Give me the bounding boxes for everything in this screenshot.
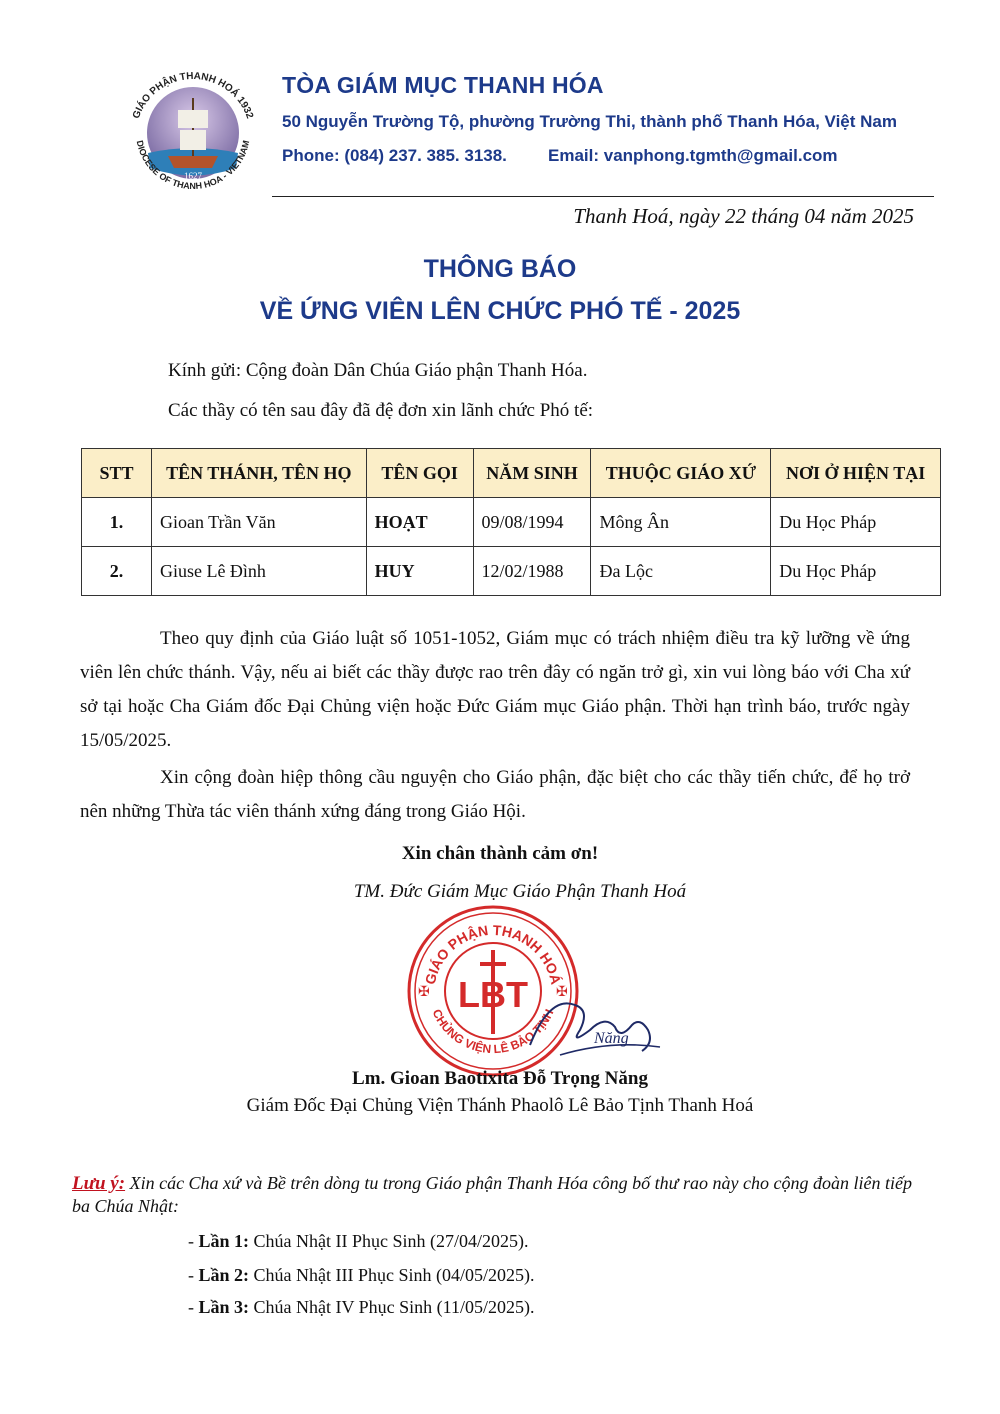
col-header-name: TÊN THÁNH, TÊN HỌ: [151, 449, 366, 498]
page-subtitle: VỀ ỨNG VIÊN LÊN CHỨC PHÓ TẾ - 2025: [259, 297, 741, 325]
diocese-logo: [118, 58, 268, 208]
cell-residence: Du Học Pháp: [771, 547, 941, 596]
list-item: - Lần 2: Chúa Nhật III Phục Sinh (04/05/2025).: [188, 1265, 535, 1285]
list-item-text: Chúa Nhật IV Phục Sinh (11/05/2025).: [253, 1297, 535, 1317]
signer-title: Giám Đốc Đại Chủng Viện Thánh Phaolô Lê Bảo Tịnh Thanh Hoá: [246, 1095, 754, 1116]
cell-given-name: HOẠT: [366, 498, 473, 547]
note-text: Xin các Cha xứ và Bề trên dòng tu trong Giáo phận Thanh Hóa công bố thư rao này cho cộng đoàn liên tiếp ba Chúa Nhật:: [72, 1173, 912, 1216]
table-row: [82, 498, 941, 547]
col-header-given-name: TÊN GỌI: [366, 449, 473, 498]
signature-text: Năng: [594, 1030, 629, 1047]
note-label: Lưu ý:: [72, 1173, 126, 1194]
body-paragraph: Theo quy định của Giáo luật số 1051-1052, Giám mục có trách nhiệm điều tra kỹ lưỡng về ứng viên lên chức thánh. Vậy, nếu ai biết các thầy được rao trên đây có ngăn trở gì, xin vui lòng báo với Cha xứ sở tại hoặc Cha Giám đốc Đại Chủng viện hoặc Đức Giám mục Giáo phận. Thời hạn trình báo, trước ngày 15/05/2025.: [80, 628, 910, 751]
page-title: THÔNG BÁO: [423, 255, 577, 283]
list-item-label: Lần 1:: [198, 1231, 250, 1251]
cell-birth: 09/08/1994: [473, 498, 591, 547]
signer-name: Lm. Gioan Baotixita Đỗ Trọng Năng: [352, 1068, 648, 1089]
cell-residence: Du Học Pháp: [771, 498, 941, 547]
on-behalf-line: TM. Đức Giám Mục Giáo Phận Thanh Hoá: [353, 881, 687, 902]
table-row: [82, 547, 941, 596]
org-phone: Phone: (084) 237. 385. 3138.: [282, 146, 507, 165]
seal-cross-right-icon: ✠: [556, 984, 568, 1000]
candidates-table: [81, 448, 941, 596]
list-item-text: Chúa Nhật III Phục Sinh (04/05/2025).: [253, 1265, 535, 1285]
signature: [520, 985, 670, 1065]
org-name: TÒA GIÁM MỤC THANH HÓA: [282, 72, 604, 98]
logo-arc-top: GIÁO PHẬN THANH HOÁ 1932: [130, 70, 256, 121]
logo-arc-bottom: DIOCESE OF THANH HOA - VIETNAM: [134, 139, 252, 192]
cell-stt: 2.: [82, 547, 152, 596]
list-item-text: Chúa Nhật II Phục Sinh (27/04/2025).: [253, 1231, 529, 1251]
thanks-line: Xin chân thành cảm ơn!: [401, 843, 599, 864]
list-item: - Lần 3: Chúa Nhật IV Phục Sinh (11/05/2025).: [188, 1297, 535, 1317]
org-email: Email: vanphong.tgmth@gmail.com: [548, 146, 838, 165]
seal-cross-left-icon: ✠: [418, 984, 430, 1000]
header-divider: [272, 196, 934, 197]
cell-name: Gioan Trần Văn: [151, 498, 366, 547]
table-header-row: [82, 449, 941, 498]
logo-year: 1627: [184, 171, 202, 181]
cell-name: Giuse Lê Đình: [151, 547, 366, 596]
cell-parish: Đa Lộc: [591, 547, 771, 596]
col-header-parish: THUỘC GIÁO XỨ: [591, 449, 771, 498]
seal-monogram: LBT: [458, 974, 528, 1015]
intro-line: Các thầy có tên sau đây đã đệ đơn xin lãnh chức Phó tế:: [168, 400, 594, 421]
cell-parish: Mông Ân: [591, 498, 771, 547]
cell-given-name: HUY: [366, 547, 473, 596]
salutation: Kính gửi: Cộng đoàn Dân Chúa Giáo phận Thanh Hóa.: [168, 360, 588, 381]
col-header-residence: NƠI Ở HIỆN TẠI: [771, 449, 941, 498]
seal-arc-top: GIÁO PHẬN THANH HOÁ: [421, 921, 565, 986]
list-item: - Lần 1: Chúa Nhật II Phục Sinh (27/04/2025).: [188, 1231, 529, 1251]
date-line: Thanh Hoá, ngày 22 tháng 04 năm 2025: [573, 204, 914, 228]
cell-stt: 1.: [82, 498, 152, 547]
note-block: [72, 1172, 922, 1217]
list-item-label: Lần 2:: [198, 1265, 250, 1285]
seal-arc-bottom: CHỦNG VIỆN LÊ BẢO TỊNH: [429, 1007, 557, 1057]
org-address: 50 Nguyễn Trường Tộ, phường Trường Thi, thành phố Thanh Hóa, Việt Nam: [282, 112, 897, 131]
body-paragraph: Xin cộng đoàn hiệp thông cầu nguyện cho Giáo phận, đặc biệt cho các thầy tiến chức, để họ trở nên những Thừa tác viên thánh xứng đáng trong Giáo Hội.: [80, 767, 910, 822]
col-header-birth: NĂM SINH: [473, 449, 591, 498]
cell-birth: 12/02/1988: [473, 547, 591, 596]
col-header-stt: STT: [82, 449, 152, 498]
list-item-label: Lần 3:: [198, 1297, 250, 1317]
